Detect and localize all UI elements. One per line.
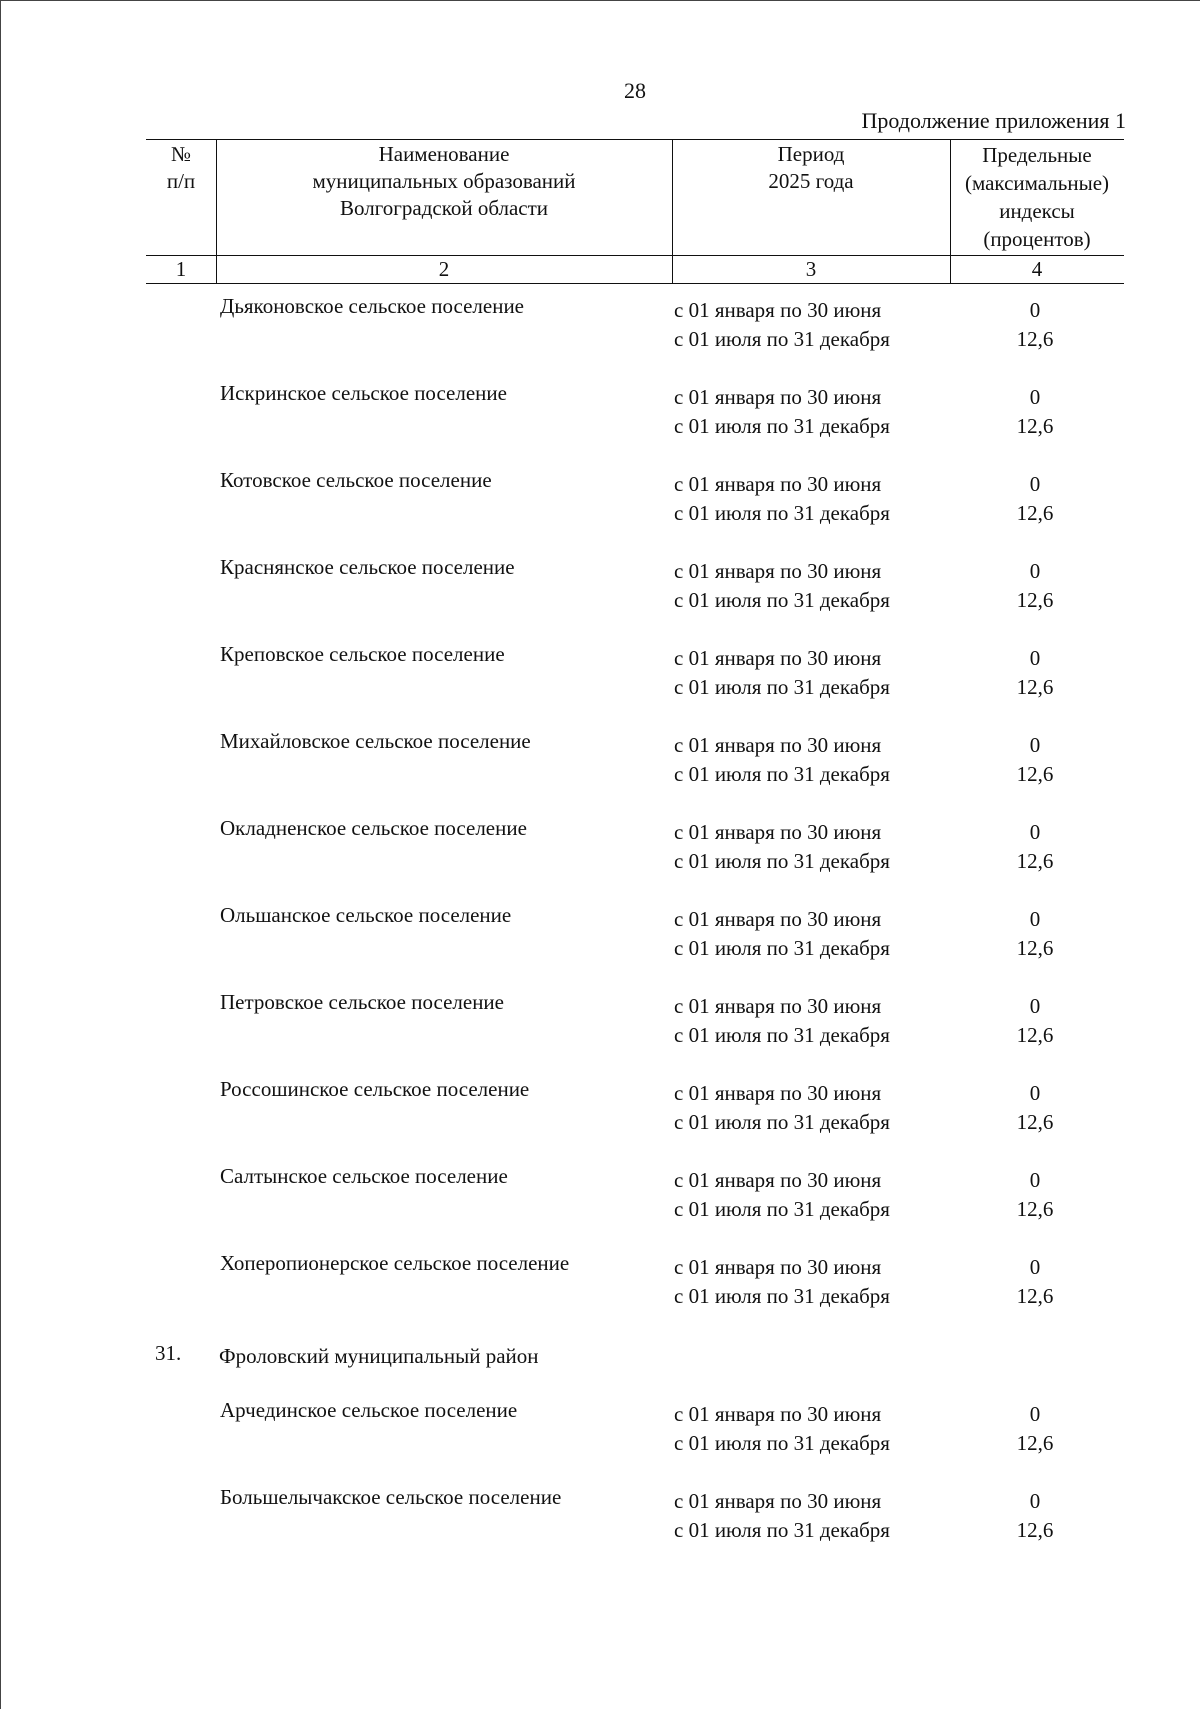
- index-second-half: 12,6: [1016, 414, 1054, 438]
- period-second-half: с 01 июля по 31 декабря: [674, 588, 890, 612]
- index-second-half: 12,6: [1016, 1518, 1054, 1542]
- index-first-half: 0: [1029, 298, 1041, 322]
- period-first-half: с 01 января по 30 июня: [674, 385, 882, 409]
- period-second-half: с 01 июля по 31 декабря: [674, 1284, 890, 1308]
- column-number-1: 1: [175, 257, 187, 281]
- settlement-name: Дьяконовское сельское поселение: [220, 294, 525, 318]
- period-first-half: с 01 января по 30 июня: [674, 298, 882, 322]
- index-first-half: 0: [1029, 820, 1041, 844]
- period-second-half: с 01 июля по 31 декабря: [674, 936, 890, 960]
- period-first-half: с 01 января по 30 июня: [674, 820, 882, 844]
- period-second-half: с 01 июля по 31 декабря: [674, 1431, 890, 1455]
- index-second-half: 12,6: [1016, 1431, 1054, 1455]
- index-second-half: 12,6: [1016, 1110, 1054, 1134]
- settlement-name: Петровское сельское поселение: [220, 990, 504, 1014]
- index-second-half: 12,6: [1016, 1023, 1054, 1047]
- header-index-line-3: индексы: [999, 199, 1075, 223]
- index-first-half: 0: [1029, 1255, 1041, 1279]
- period-first-half: с 01 января по 30 июня: [674, 1081, 882, 1105]
- index-first-half: 0: [1029, 907, 1041, 931]
- settlement-name: Арчединское сельское поселение: [220, 1398, 518, 1422]
- header-period-line-2: 2025 года: [768, 169, 854, 193]
- header-index: [950, 141, 1124, 253]
- index-first-half: 0: [1029, 385, 1041, 409]
- settlement-name: Краснянское сельское поселение: [220, 555, 515, 579]
- period-first-half: с 01 января по 30 июня: [674, 1402, 882, 1426]
- period-first-half: с 01 января по 30 июня: [674, 646, 882, 670]
- header-name-line-3: Волгоградской области: [339, 196, 549, 220]
- period-first-half: с 01 января по 30 июня: [674, 994, 882, 1018]
- period-second-half: с 01 июля по 31 декабря: [674, 762, 890, 786]
- index-second-half: 12,6: [1016, 849, 1054, 873]
- period-second-half: с 01 июля по 31 декабря: [674, 501, 890, 525]
- header-index-line-1: Предельные: [982, 143, 1092, 167]
- column-number-3: 3: [805, 257, 817, 281]
- header-name-line-1: Наименование: [378, 142, 510, 166]
- header-num-line-1: №: [170, 142, 192, 166]
- header-index-line-2: (максимальные): [964, 171, 1110, 195]
- index-first-half: 0: [1029, 1489, 1041, 1513]
- index-second-half: 12,6: [1016, 675, 1054, 699]
- settlement-name: Креповское сельское поселение: [220, 642, 505, 666]
- settlement-name: Большелычакское сельское поселение: [220, 1485, 562, 1509]
- column-number-4: 4: [1031, 257, 1043, 281]
- settlement-name: Котовское сельское поселение: [220, 468, 492, 492]
- index-second-half: 12,6: [1016, 1197, 1054, 1221]
- index-second-half: 12,6: [1016, 588, 1054, 612]
- period-first-half: с 01 января по 30 июня: [674, 472, 882, 496]
- header-top-rule: [146, 139, 1124, 140]
- index-first-half: 0: [1029, 1402, 1041, 1426]
- period-second-half: с 01 июля по 31 декабря: [674, 849, 890, 873]
- header-num-line-2: п/п: [166, 169, 196, 193]
- period-first-half: с 01 января по 30 июня: [674, 1489, 882, 1513]
- period-second-half: с 01 июля по 31 декабря: [674, 327, 890, 351]
- index-second-half: 12,6: [1016, 1284, 1054, 1308]
- period-second-half: с 01 июля по 31 декабря: [674, 1518, 890, 1542]
- header-bottom-rule: [146, 283, 1124, 284]
- index-first-half: 0: [1029, 559, 1041, 583]
- settlement-name: Ольшанское сельское поселение: [220, 903, 512, 927]
- period-first-half: с 01 января по 30 июня: [674, 1255, 882, 1279]
- index-second-half: 12,6: [1016, 327, 1054, 351]
- header-name-line-2: муниципальных образований: [312, 169, 576, 193]
- settlement-name: Искринское сельское поселение: [220, 381, 507, 405]
- page-number: 28: [624, 78, 646, 103]
- index-first-half: 0: [1029, 733, 1041, 757]
- period-second-half: с 01 июля по 31 декабря: [674, 1110, 890, 1134]
- settlement-name: Окладненское сельское поселение: [220, 816, 527, 840]
- header-index-line-4: (процентов): [983, 227, 1091, 251]
- period-first-half: с 01 января по 30 июня: [674, 1168, 882, 1192]
- continuation-label: Продолжение приложения 1: [861, 108, 1126, 133]
- period-first-half: с 01 января по 30 июня: [674, 733, 882, 757]
- period-first-half: с 01 января по 30 июня: [674, 559, 882, 583]
- index-first-half: 0: [1029, 1081, 1041, 1105]
- column-number-2: 2: [438, 257, 450, 281]
- settlement-name: Россошинское сельское поселение: [220, 1077, 530, 1101]
- period-second-half: с 01 июля по 31 декабря: [674, 675, 890, 699]
- index-second-half: 12,6: [1016, 762, 1054, 786]
- header-period: [672, 141, 950, 195]
- index-first-half: 0: [1029, 646, 1041, 670]
- period-first-half: с 01 января по 30 июня: [674, 907, 882, 931]
- index-first-half: 0: [1029, 994, 1041, 1018]
- index-first-half: 0: [1029, 1168, 1041, 1192]
- index-second-half: 12,6: [1016, 936, 1054, 960]
- period-second-half: с 01 июля по 31 декабря: [674, 1023, 890, 1047]
- index-first-half: 0: [1029, 472, 1041, 496]
- settlement-name: Хоперопионерское сельское поселение: [220, 1251, 570, 1275]
- header-period-line-1: Период: [777, 142, 845, 166]
- period-second-half: с 01 июля по 31 декабря: [674, 414, 890, 438]
- scan-edge-left: [0, 0, 1, 1709]
- header-name: [216, 141, 672, 222]
- scan-edge-top: [0, 0, 1200, 1]
- settlement-name: Салтынское сельское поселение: [220, 1164, 508, 1188]
- index-second-half: 12,6: [1016, 501, 1054, 525]
- period-second-half: с 01 июля по 31 декабря: [674, 1197, 890, 1221]
- section-district-name: Фроловский муниципальный район: [219, 1344, 539, 1368]
- header-num: [146, 141, 216, 195]
- settlement-name: Михайловское сельское поселение: [220, 729, 531, 753]
- section-number: 31.: [155, 1341, 182, 1365]
